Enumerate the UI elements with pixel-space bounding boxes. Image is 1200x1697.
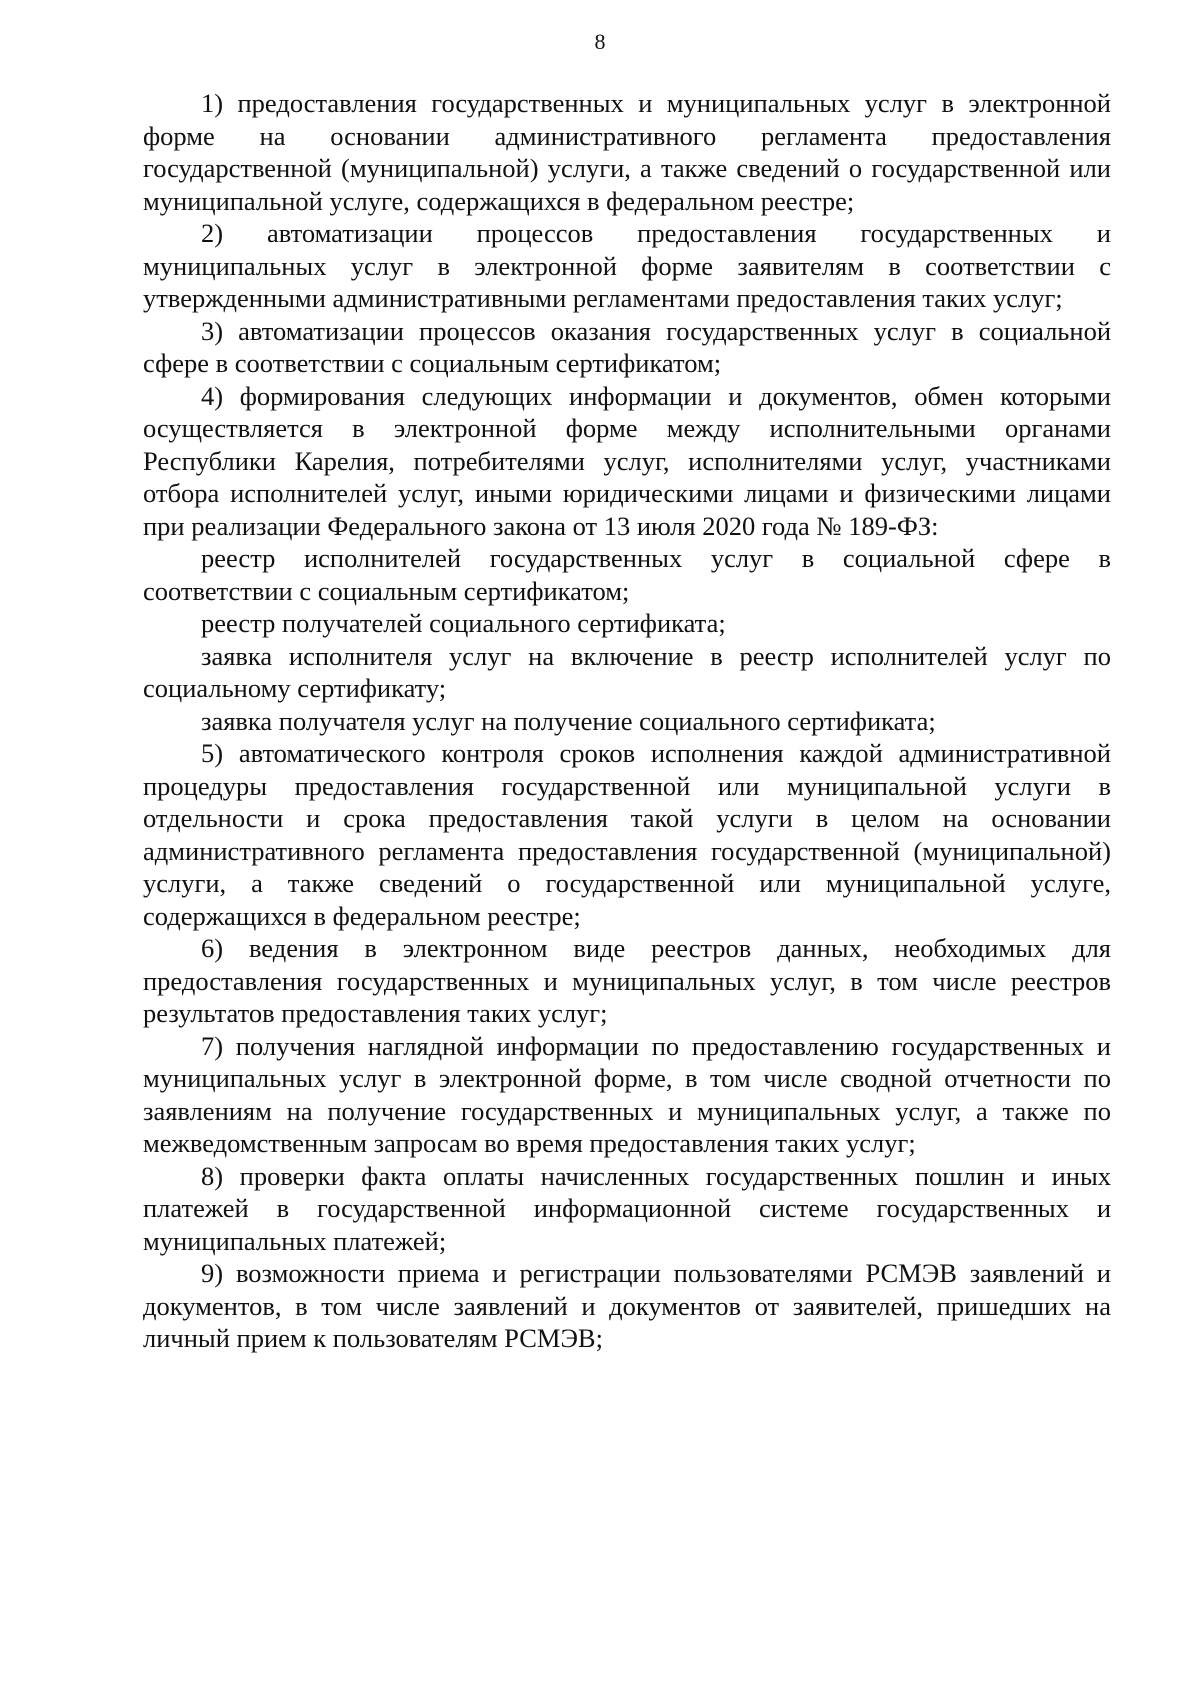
paragraph-item-6: 6) ведения в электронном виде реестров данных, необходимых для предоставления государственных и муниципальных услуг, в том числе реестров результатов предоставления таких услуг; xyxy=(143,933,1111,1028)
paragraph-item-3: 3) автоматизации процессов оказания государственных услуг в социальной сфере в соответствии с социальным сертификатом; xyxy=(143,315,1111,378)
paragraph-item-4: 4) формирования следующих информации и документов, обмен которыми осуществляется в электронной форме между исполнительными органами Республики Карелия, потребителями услуг, исполнителями услуг, участниками отбора исполнителей услуг, иными юридическими лицами и физическими лицами при реализации Федерального закона от 13 июля 2020 года № 189-ФЗ: xyxy=(143,380,1111,541)
paragraph-item-1: 1) предоставления государственных и муниципальных услуг в электронной форме на основании административного регламента предоставления государственной (муниципальной) услуги, а также сведений о государственной или муниципальной услуге, содержащихся в федеральном реестре; xyxy=(143,88,1111,216)
paragraph-subitem-recipient-application: заявка получателя услуг на получение социального сертификата; xyxy=(201,705,936,736)
paragraph-item-7: 7) получения наглядной информации по предоставлению государственных и муниципальных услуг в электронной форме, в том числе сводной отчетности по заявлениям на получение государственных и муниципальных услуг, а также по межведомственным запросам во время предоставления таких услуг; xyxy=(143,1030,1111,1158)
paragraph-subitem-registry-executors: реестр исполнителей государственных услуг в социальной сфере в соответствии с социальным сертификатом; xyxy=(143,543,1111,606)
paragraph-subitem-registry-recipients: реестр получателей социального сертификата; xyxy=(201,608,726,638)
paragraph-item-9: 9) возможности приема и регистрации пользователями РСМЭВ заявлений и документов, в том числе заявлений и документов от заявителей, пришедших на личный прием к пользователям РСМЭВ; xyxy=(143,1258,1111,1353)
paragraph-item-5: 5) автоматического контроля сроков исполнения каждой административной процедуры предоставления государственной или муниципальной услуги в отдельности и срока предоставления такой услуги в целом на основании административного регламента предоставления государственной (муниципальной) услуги, а также сведений о государственной или муниципальной услуге, содержащихся в федеральном реестре; xyxy=(143,738,1111,931)
paragraph-item-8: 8) проверки факта оплаты начисленных государственных пошлин и иных платежей в государственной информационной системе государственных и муниципальных платежей; xyxy=(143,1160,1111,1256)
page-number: 8 xyxy=(594,29,606,54)
document-body xyxy=(143,87,1111,1355)
paragraph-item-2: 2) автоматизации процессов предоставления государственных и муниципальных услуг в электронной форме заявителям в соответствии с утвержденными административными регламентами предоставления таких услуг; xyxy=(143,218,1111,313)
paragraph-subitem-executor-application: заявка исполнителя услуг на включение в реестр исполнителей услуг по социальному сертификату; xyxy=(143,640,1111,703)
